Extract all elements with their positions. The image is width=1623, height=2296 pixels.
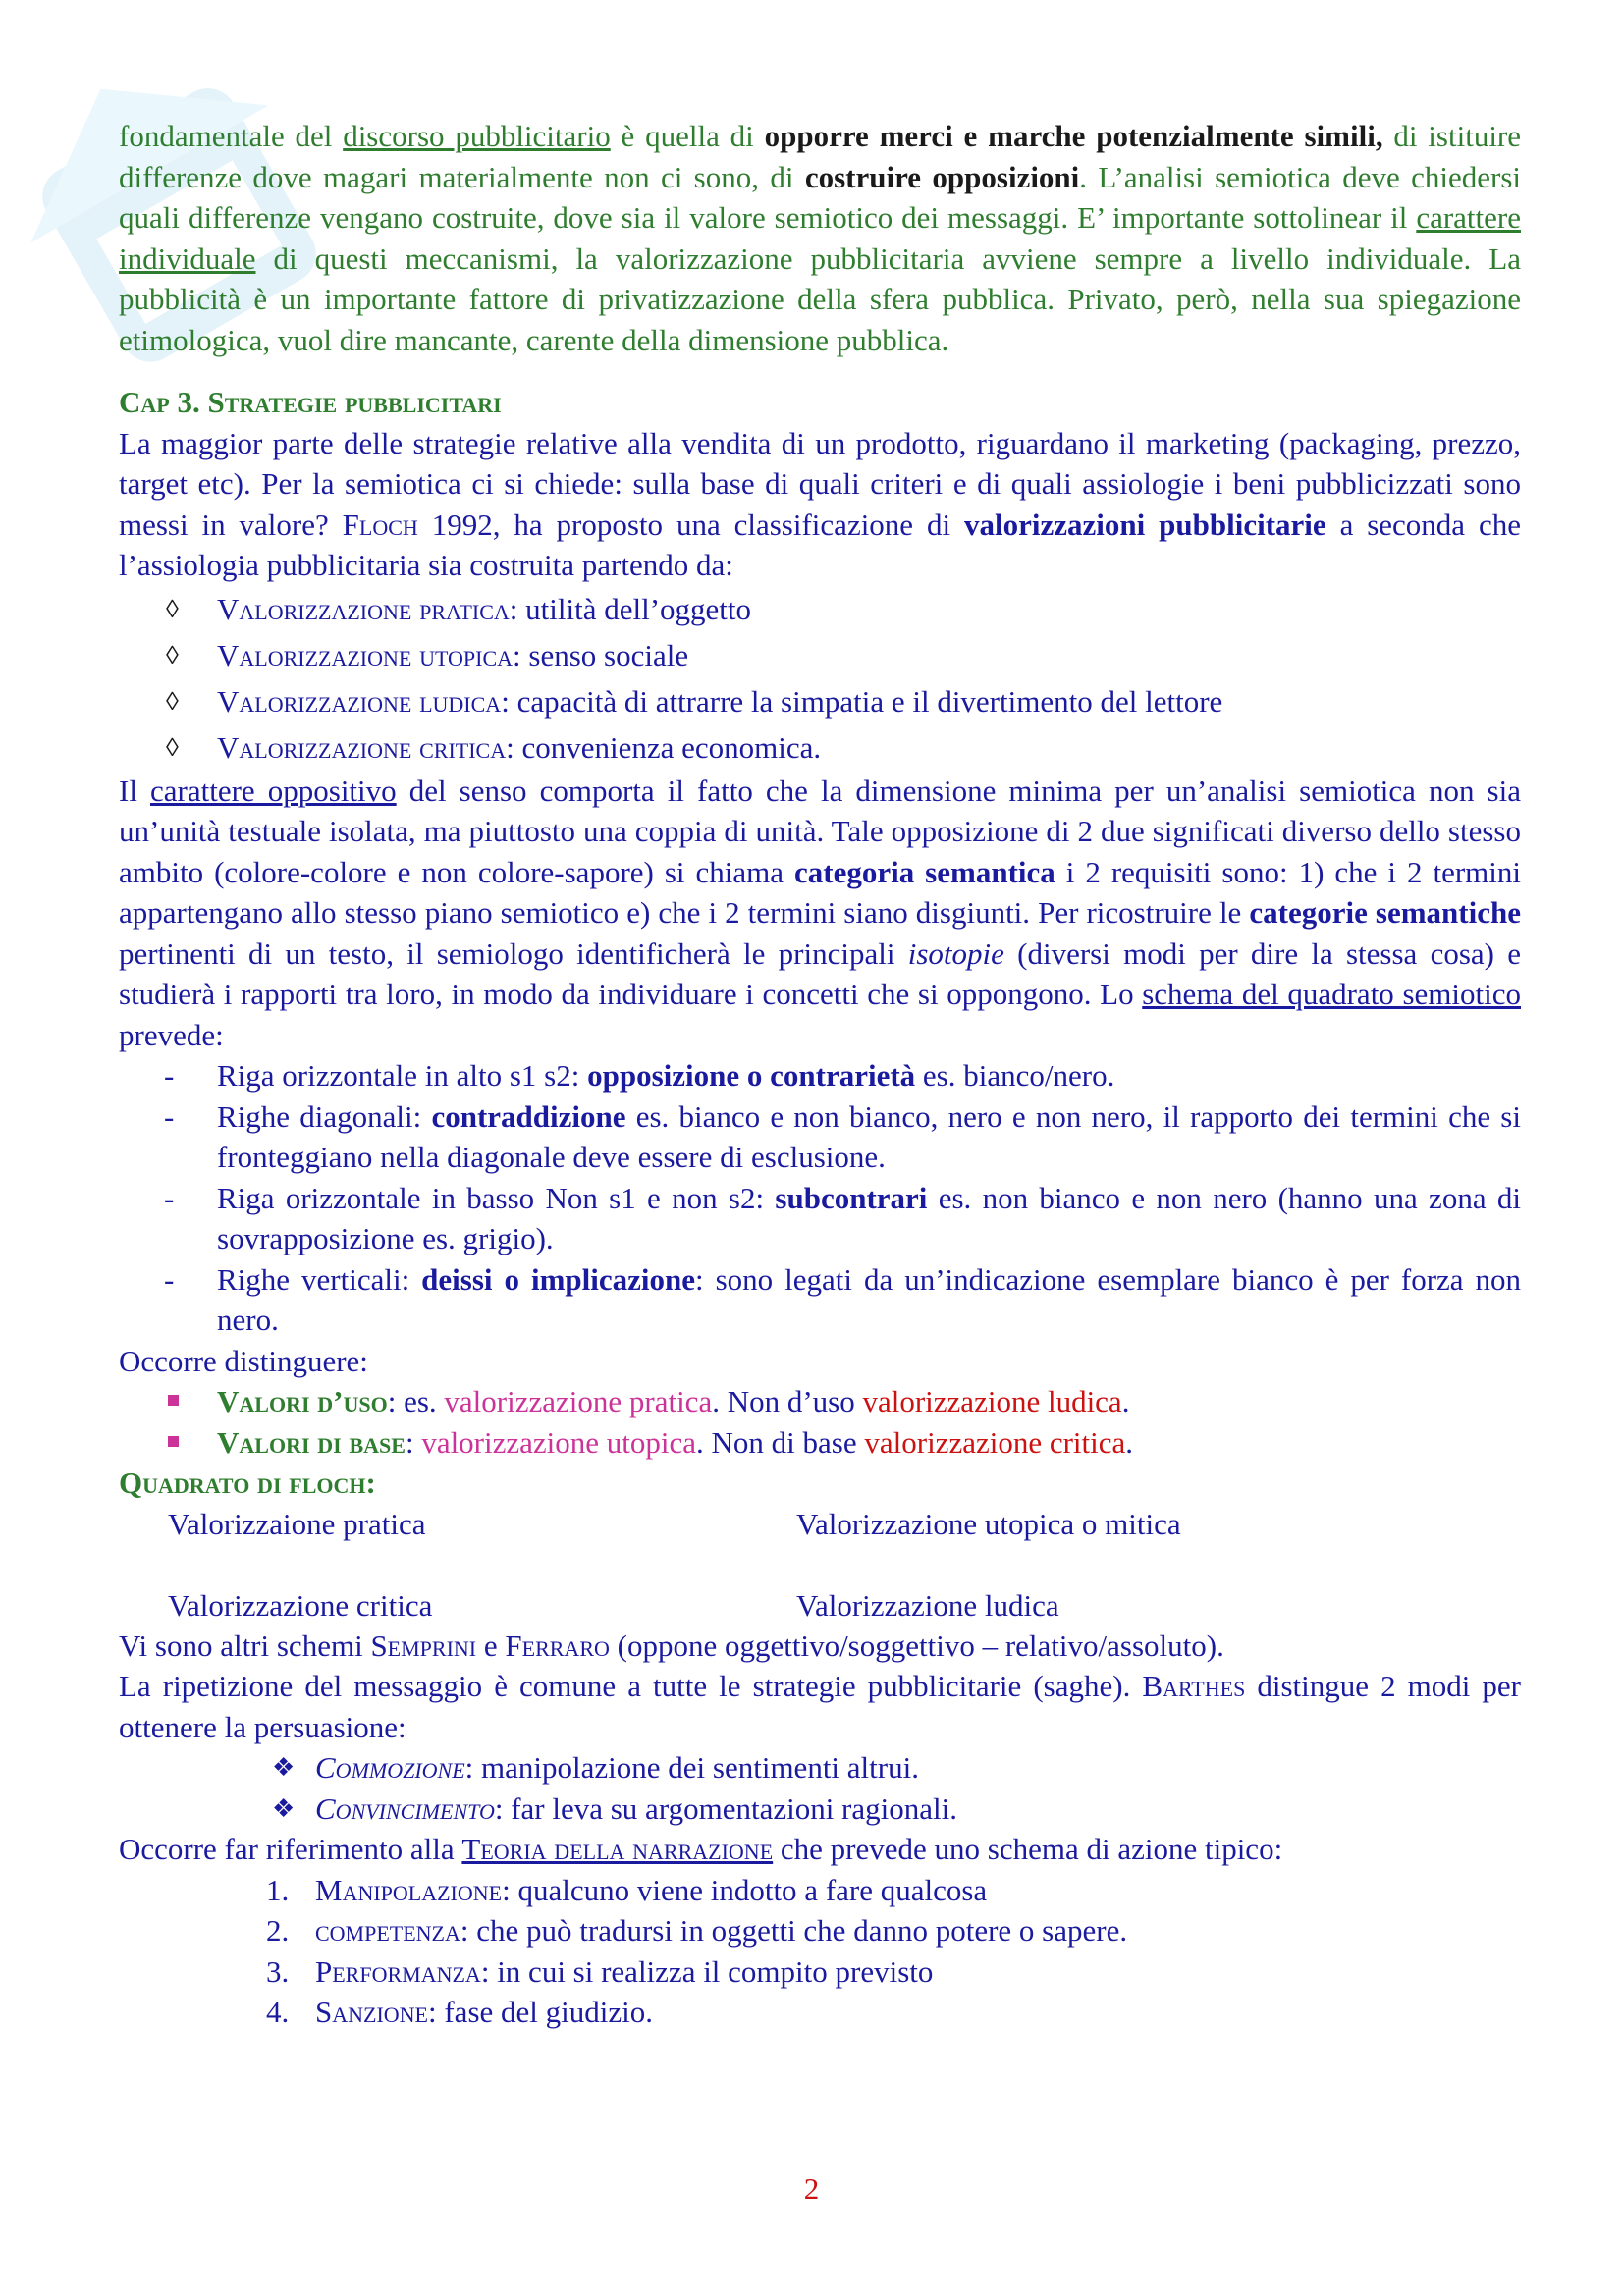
list-item [119, 1381, 1521, 1422]
item-label: Commozione [315, 1750, 465, 1785]
item-text: . [1125, 1424, 1134, 1460]
text-run: a seconda che l’assiologia pubblicitaria sia costruita partendo da: [119, 507, 1521, 582]
section-title: Cap 3. Strategie pubblicitari [119, 385, 502, 419]
item-text: : convenienza economica. [506, 729, 822, 765]
list-item [119, 632, 1521, 678]
item-text: Righe diagonali: [217, 1098, 432, 1134]
list-item [119, 724, 1521, 771]
diamond-bullet-icon: ◊ [166, 732, 179, 762]
item-number: 3. [266, 1953, 290, 1989]
ripetizione-paragraph [119, 1666, 1521, 1747]
dash-bullet: - [164, 1058, 175, 1093]
text-run: e [476, 1628, 506, 1663]
quadrato-top-left: Valorizzaione pratica [168, 1506, 426, 1541]
item-number: 4. [266, 1995, 290, 2029]
item-text: : sono legati da un’indicazione esemplare bianco è per forza non nero. [217, 1261, 1522, 1337]
list-item [119, 1055, 1521, 1096]
item-text: . Non d’uso [712, 1384, 863, 1418]
bold-run: subcontrari [775, 1180, 928, 1215]
quadrato-grid [119, 1504, 1521, 1626]
list-item [119, 1259, 1521, 1341]
dash-bullet: - [164, 1098, 175, 1134]
bold-run: costruire opposizioni [804, 159, 1080, 194]
list-item [119, 1951, 1521, 1993]
document-page [119, 116, 1521, 2033]
page-number: 2 [803, 2171, 820, 2206]
narrazione-line [119, 1829, 1521, 1870]
author-name: Barthes [1142, 1669, 1246, 1703]
persuasione-list [119, 1747, 1521, 1829]
highlight-magenta: valorizzazione utopica [421, 1424, 697, 1460]
item-label: Valorizzazione utopica [217, 637, 514, 672]
list-item [119, 1870, 1521, 1911]
text-run: di istituire differenze dove magari materialmente non ci sono, di [119, 119, 1522, 194]
bold-run: categoria semantica [793, 854, 1055, 889]
text-run: (diversi modi per dire la stessa cosa) e studierà i rapporti tra loro, in modo da individuare i concetti che si oppongono. Lo [119, 935, 1521, 1011]
altri-schemi-line [119, 1626, 1521, 1667]
item-text: : capacità di attrarre la simpatia e il divertimento del lettore [501, 683, 1223, 719]
quadrato-bottom-left: Valorizzazione critica [168, 1587, 433, 1623]
text-run: è quella di [610, 119, 765, 153]
item-label: Valorizzazione ludica [217, 683, 502, 719]
item-text: : che può tradursi in oggetti che danno potere o sapere. [460, 1913, 1128, 1948]
link-carattere-individuale[interactable]: carattere individuale [119, 200, 1521, 276]
text-run: distingue 2 modi per ottenere la persuasione: [119, 1669, 1521, 1744]
item-label: competenza [315, 1913, 460, 1948]
item-text: Righe verticali: [217, 1261, 422, 1297]
bold-run: deissi o implicazione [421, 1261, 696, 1297]
quadrato-title: Quadrato di floch: [119, 1466, 376, 1500]
list-item [119, 678, 1521, 724]
link-carattere-oppositivo[interactable]: carattere oppositivo [150, 773, 397, 808]
dash-bullet: - [164, 1261, 175, 1297]
link-discorso-pubblicitario[interactable]: discorso pubblicitario [343, 119, 611, 153]
narrazione-list [119, 1870, 1521, 2033]
item-text: : utilità dell’oggetto [509, 591, 752, 626]
author-name: Ferraro [505, 1628, 610, 1663]
bold-run: contraddizione [431, 1098, 626, 1134]
dash-bullet: - [164, 1180, 175, 1215]
list-item [119, 586, 1521, 632]
item-text: es. bianco/nero. [915, 1058, 1115, 1093]
item-label: Valorizzazione pratica [217, 591, 510, 626]
bold-run: categorie semantiche [1249, 895, 1521, 930]
quadrato-bottom-right: Valorizzazione ludica [796, 1587, 1059, 1623]
item-text: : fase del giudizio. [428, 1995, 653, 2029]
item-text: Riga orizzontale in basso Non s1 e non s2: [217, 1180, 776, 1215]
valorizzazioni-list [119, 586, 1521, 771]
link-teoria-narrazione[interactable]: Teoria della narrazione [461, 1832, 774, 1866]
diamond-bullet-icon: ◊ [166, 594, 179, 623]
list-item [119, 1096, 1521, 1178]
text-run: fondamentale del [119, 119, 344, 153]
bold-run: opposizione o contrarietà [587, 1058, 916, 1093]
star-bullet-icon: ❖ [272, 1753, 296, 1782]
text-run: . L’analisi semiotica deve chiedersi quali differenze vengano costruite, dove sia il valore semiotico dei messaggi. E’ importante sottolinear il [119, 159, 1522, 235]
text-run: i 2 requisiti sono: 1) che i 2 termini appartengano allo stesso piano semiotico e) che i 2 termini siano disgiunti. Per ricostruire le [119, 854, 1521, 930]
item-label: Manipolazione [315, 1872, 503, 1907]
bold-run: valorizzazioni pubblicitarie [964, 507, 1326, 542]
item-text: : qualcuno viene indotto a fare qualcosa [502, 1872, 988, 1907]
italic-run: isotopie [907, 935, 1004, 971]
item-label: Valori d’uso [217, 1384, 388, 1418]
list-item [119, 1992, 1521, 2033]
text-run: Il [119, 773, 151, 808]
text-run: La maggior parte delle strategie relative alla vendita di un prodotto, riguardano il marketing (packaging, prezzo, target etc). Per la semiotica ci si chiede: sulla base di quali criteri e di quali assiologie i beni pubblicizzati sono messi in valore? [119, 425, 1521, 542]
schema-list [119, 1055, 1521, 1341]
square-bullet-icon [168, 1436, 179, 1447]
text-run: Vi sono altri schemi [119, 1628, 371, 1663]
list-item [119, 1747, 1521, 1789]
valori-list [119, 1381, 1521, 1463]
intro-paragraph [119, 116, 1521, 360]
text-run: Occorre far riferimento alla [119, 1832, 462, 1866]
item-text: : [405, 1424, 422, 1460]
item-text: Riga orizzontale in alto s1 s2: [217, 1058, 588, 1093]
text-run: che prevede uno schema di azione tipico: [773, 1832, 1283, 1866]
text-run: prevede: [119, 1017, 224, 1052]
item-label: Valorizzazione critica [217, 729, 507, 765]
list-item [119, 1789, 1521, 1830]
item-number: 2. [266, 1913, 290, 1948]
item-text: . Non di base [696, 1424, 865, 1460]
item-text: es. bianco e non bianco, nero e non nero, il rapporto dei termini che si fronteggiano nella diagonale deve essere di esclusione. [217, 1098, 1521, 1174]
item-text: : senso sociale [513, 637, 689, 672]
link-schema-quadrato[interactable]: schema del quadrato semiotico [1142, 977, 1521, 1011]
item-text: : far leva su argomentazioni ragionali. [494, 1790, 957, 1826]
item-label: Convincimento [315, 1790, 495, 1826]
star-bullet-icon: ❖ [272, 1793, 296, 1823]
occorre-line: Occorre distinguere: [119, 1343, 368, 1378]
item-label: Valori di base [217, 1424, 406, 1460]
item-text: : in cui si realizza il compito previsto [480, 1953, 934, 1989]
text-run: del senso comporta il fatto che la dimensione minima per un’analisi semiotica non sia un’unità testuale isolata, ma piuttosto una coppia di unità. Tale opposizione di 2 due significati diverso dello stesso ambito (colore-colore e non colore-sapore) si chiama [119, 773, 1521, 889]
author-name: Semprini [370, 1628, 477, 1663]
list-item [119, 1178, 1521, 1259]
highlight-magenta: valorizzazione pratica [444, 1384, 713, 1418]
text-run: 1992, ha proposto una classificazione di [417, 507, 964, 542]
list-item [119, 1422, 1521, 1464]
text-run: di questi meccanismi, la valorizzazione pubblicitaria avviene sempre a livello individuale. La pubblicità è un importante fattore di privatizzazione della sfera pubblica. Privato, però, nella sua spiegazione etimologica, vuol dire mancante, carente della dimensione pubblica. [119, 240, 1521, 357]
oppositivo-paragraph [119, 771, 1521, 1056]
list-item [119, 1910, 1521, 1951]
item-text: : manipolazione dei sentimenti altrui. [464, 1750, 919, 1785]
text-run: pertinenti di un testo, il semiologo identificherà le principali [119, 935, 908, 971]
strategie-paragraph [119, 423, 1521, 586]
item-text: es. non bianco e non nero (hanno una zona di sovrapposizione es. grigio). [217, 1180, 1521, 1255]
highlight-red: valorizzazione ludica [862, 1384, 1122, 1418]
item-label: Performanza [315, 1953, 481, 1989]
diamond-bullet-icon: ◊ [166, 640, 179, 669]
item-text: : es. [387, 1384, 445, 1418]
author-name: Floch [342, 507, 418, 542]
item-text: . [1121, 1384, 1130, 1418]
quadrato-top-right: Valorizzazione utopica o mitica [796, 1506, 1181, 1541]
item-label: Sanzione [315, 1995, 428, 2029]
text-run: (oppone oggettivo/soggettivo – relativo/assoluto). [609, 1628, 1224, 1663]
highlight-red: valorizzazione critica [864, 1424, 1126, 1460]
diamond-bullet-icon: ◊ [166, 686, 179, 716]
text-run: La ripetizione del messaggio è comune a tutte le strategie pubblicitarie (saghe). [119, 1669, 1143, 1703]
item-number: 1. [266, 1872, 290, 1907]
bold-run: opporre merci e marche potenzialmente simili, [764, 119, 1383, 153]
square-bullet-icon [168, 1395, 179, 1406]
